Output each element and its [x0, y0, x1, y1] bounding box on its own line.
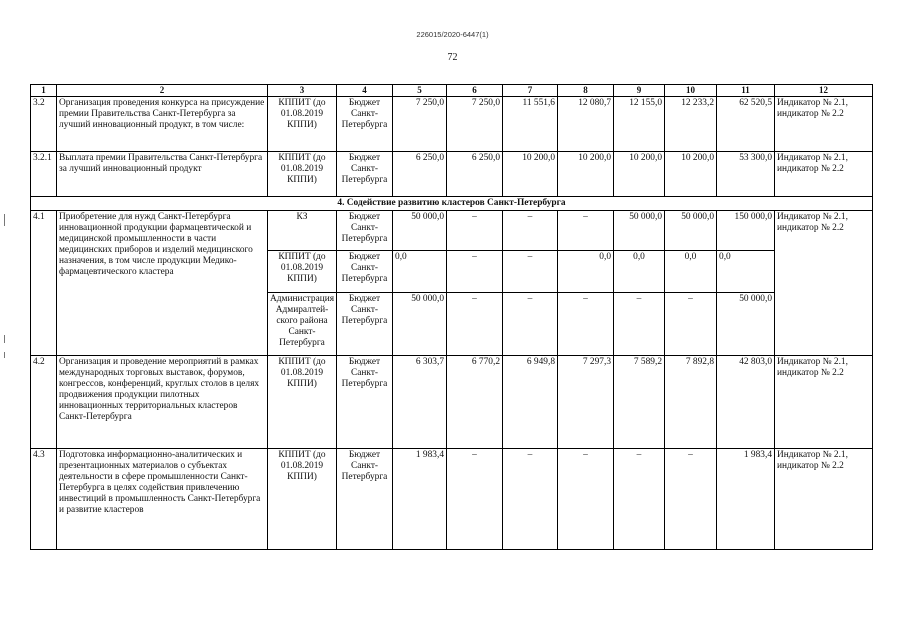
- column-header: 9: [614, 85, 665, 97]
- column-header: 4: [337, 85, 393, 97]
- column-header: 1: [31, 85, 57, 97]
- column-header: 2: [57, 85, 268, 97]
- scan-mark: [4, 352, 5, 358]
- column-header: 12: [775, 85, 873, 97]
- scan-mark: [4, 335, 5, 343]
- row-number: 4.2: [31, 356, 57, 449]
- value-cell: 7 250,0: [447, 97, 503, 152]
- value-cell: 50 000,0: [393, 293, 447, 356]
- table-row: [31, 356, 873, 449]
- column-header: 11: [717, 85, 775, 97]
- executor: КЗ: [268, 211, 337, 251]
- value-cell: 6 303,7: [393, 356, 447, 449]
- value-cell: 12 080,7: [558, 97, 614, 152]
- value-cell: –: [447, 211, 503, 251]
- value-cell: 10 200,0: [665, 152, 717, 197]
- funding-source: Бюджет Санкт-Петербурга: [337, 152, 393, 197]
- executor: КППИТ (до 01.08.2019 КППИ): [268, 97, 337, 152]
- funding-source: Бюджет Санкт-Петербурга: [337, 449, 393, 550]
- column-header: 7: [503, 85, 558, 97]
- value-cell: 7 250,0: [393, 97, 447, 152]
- value-cell: 0,0: [558, 251, 614, 293]
- value-cell: –: [447, 449, 503, 550]
- measure-name: Организация проведения конкурса на присуждение премии Правительства Санкт-Петербурга за лучший инновационный продукт, в том числе:: [57, 97, 268, 152]
- document-id: 226015/2020-6447(1): [416, 30, 489, 39]
- executor: КППИТ (до 01.08.2019 КППИ): [268, 449, 337, 550]
- program-table: [30, 84, 873, 550]
- value-cell: –: [503, 251, 558, 293]
- value-cell: 12 155,0: [614, 97, 665, 152]
- table-row: [31, 152, 873, 197]
- measure-name: Приобретение для нужд Санкт-Петербурга инновационной продукции фармацевтической и медицинской промышленности в части медицинских приборов и изделий медицинского назначения, в том числе продукции Медико-фармацевтического кластера: [57, 211, 268, 356]
- total-cell: 50 000,0: [717, 293, 775, 356]
- indicator: Индикатор № 2.1, индикатор № 2.2: [775, 356, 873, 449]
- funding-source: Бюджет Санкт-Петербурга: [337, 356, 393, 449]
- value-cell: 50 000,0: [393, 211, 447, 251]
- value-cell: 7 297,3: [558, 356, 614, 449]
- value-cell: 6 949,8: [503, 356, 558, 449]
- measure-name: Подготовка информационно-аналитических и презентационных материалов о субъектах деятельности в сфере промышленности Санкт-Петербурга в целях содействия привлечению инвестиций в промышленность Санкт-Петербурга и развитие кластеров: [57, 449, 268, 550]
- executor: КППИТ (до 01.08.2019 КППИ): [268, 251, 337, 293]
- row-number: 4.3: [31, 449, 57, 550]
- value-cell: 7 892,8: [665, 356, 717, 449]
- value-cell: –: [665, 449, 717, 550]
- value-cell: –: [665, 293, 717, 356]
- funding-source: Бюджет Санкт-Петербурга: [337, 97, 393, 152]
- total-cell: 0,0: [717, 251, 775, 293]
- value-cell: 10 200,0: [503, 152, 558, 197]
- value-cell: –: [503, 211, 558, 251]
- value-cell: 12 233,2: [665, 97, 717, 152]
- column-header-row: [31, 85, 873, 97]
- value-cell: –: [447, 251, 503, 293]
- row-number: 3.2: [31, 97, 57, 152]
- indicator: Индикатор № 2.1, индикатор № 2.2: [775, 152, 873, 197]
- page-number: 72: [447, 52, 458, 63]
- indicator: Индикатор № 2.1, индикатор № 2.2: [775, 449, 873, 550]
- value-cell: 10 200,0: [558, 152, 614, 197]
- scan-mark: [4, 214, 5, 226]
- value-cell: 7 589,2: [614, 356, 665, 449]
- executor: КППИТ (до 01.08.2019 КППИ): [268, 356, 337, 449]
- funding-source: Бюджет Санкт-Петербурга: [337, 293, 393, 356]
- total-cell: 150 000,0: [717, 211, 775, 251]
- total-cell: 42 803,0: [717, 356, 775, 449]
- funding-source: Бюджет Санкт-Петербурга: [337, 211, 393, 251]
- table-row: [31, 211, 873, 251]
- value-cell: 10 200,0: [614, 152, 665, 197]
- row-number: 4.1: [31, 211, 57, 356]
- value-cell: 6 250,0: [393, 152, 447, 197]
- column-header: 10: [665, 85, 717, 97]
- measure-name: Организация и проведение мероприятий в рамках международных торговых выставок, форумов, конгрессов, конференций, круглых столов в целях продвижения продукции пилотных инновационных территориальных кластеров Санкт-Петербурга: [57, 356, 268, 449]
- section-title: 4. Содействие развитию кластеров Санкт-Петербурга: [31, 197, 873, 211]
- column-header: 6: [447, 85, 503, 97]
- value-cell: 1 983,4: [393, 449, 447, 550]
- table-row: [31, 449, 873, 550]
- section-row: [31, 197, 873, 211]
- total-cell: 62 520,5: [717, 97, 775, 152]
- value-cell: 50 000,0: [665, 211, 717, 251]
- value-cell: –: [614, 449, 665, 550]
- table-row: [31, 97, 873, 152]
- value-cell: –: [503, 293, 558, 356]
- indicator: Индикатор № 2.1, индикатор № 2.2: [775, 211, 873, 356]
- value-cell: –: [558, 293, 614, 356]
- executor: КППИТ (до 01.08.2019 КППИ): [268, 152, 337, 197]
- value-cell: 0,0: [665, 251, 717, 293]
- value-cell: –: [558, 211, 614, 251]
- value-cell: –: [447, 293, 503, 356]
- value-cell: –: [503, 449, 558, 550]
- value-cell: –: [614, 293, 665, 356]
- value-cell: 11 551,6: [503, 97, 558, 152]
- value-cell: 6 250,0: [447, 152, 503, 197]
- row-number: 3.2.1: [31, 152, 57, 197]
- column-header: 5: [393, 85, 447, 97]
- value-cell: 0,0: [614, 251, 665, 293]
- measure-name: Выплата премии Правительства Санкт-Петербурга за лучший инновационный продукт: [57, 152, 268, 197]
- total-cell: 53 300,0: [717, 152, 775, 197]
- value-cell: –: [558, 449, 614, 550]
- value-cell: 50 000,0: [614, 211, 665, 251]
- executor: Администрация Адмиралтей-ского района Санкт-Петербурга: [268, 293, 337, 356]
- value-cell: 0,0: [393, 251, 447, 293]
- funding-source: Бюджет Санкт-Петербурга: [337, 251, 393, 293]
- indicator: Индикатор № 2.1, индикатор № 2.2: [775, 97, 873, 152]
- total-cell: 1 983,4: [717, 449, 775, 550]
- value-cell: 6 770,2: [447, 356, 503, 449]
- column-header: 3: [268, 85, 337, 97]
- column-header: 8: [558, 85, 614, 97]
